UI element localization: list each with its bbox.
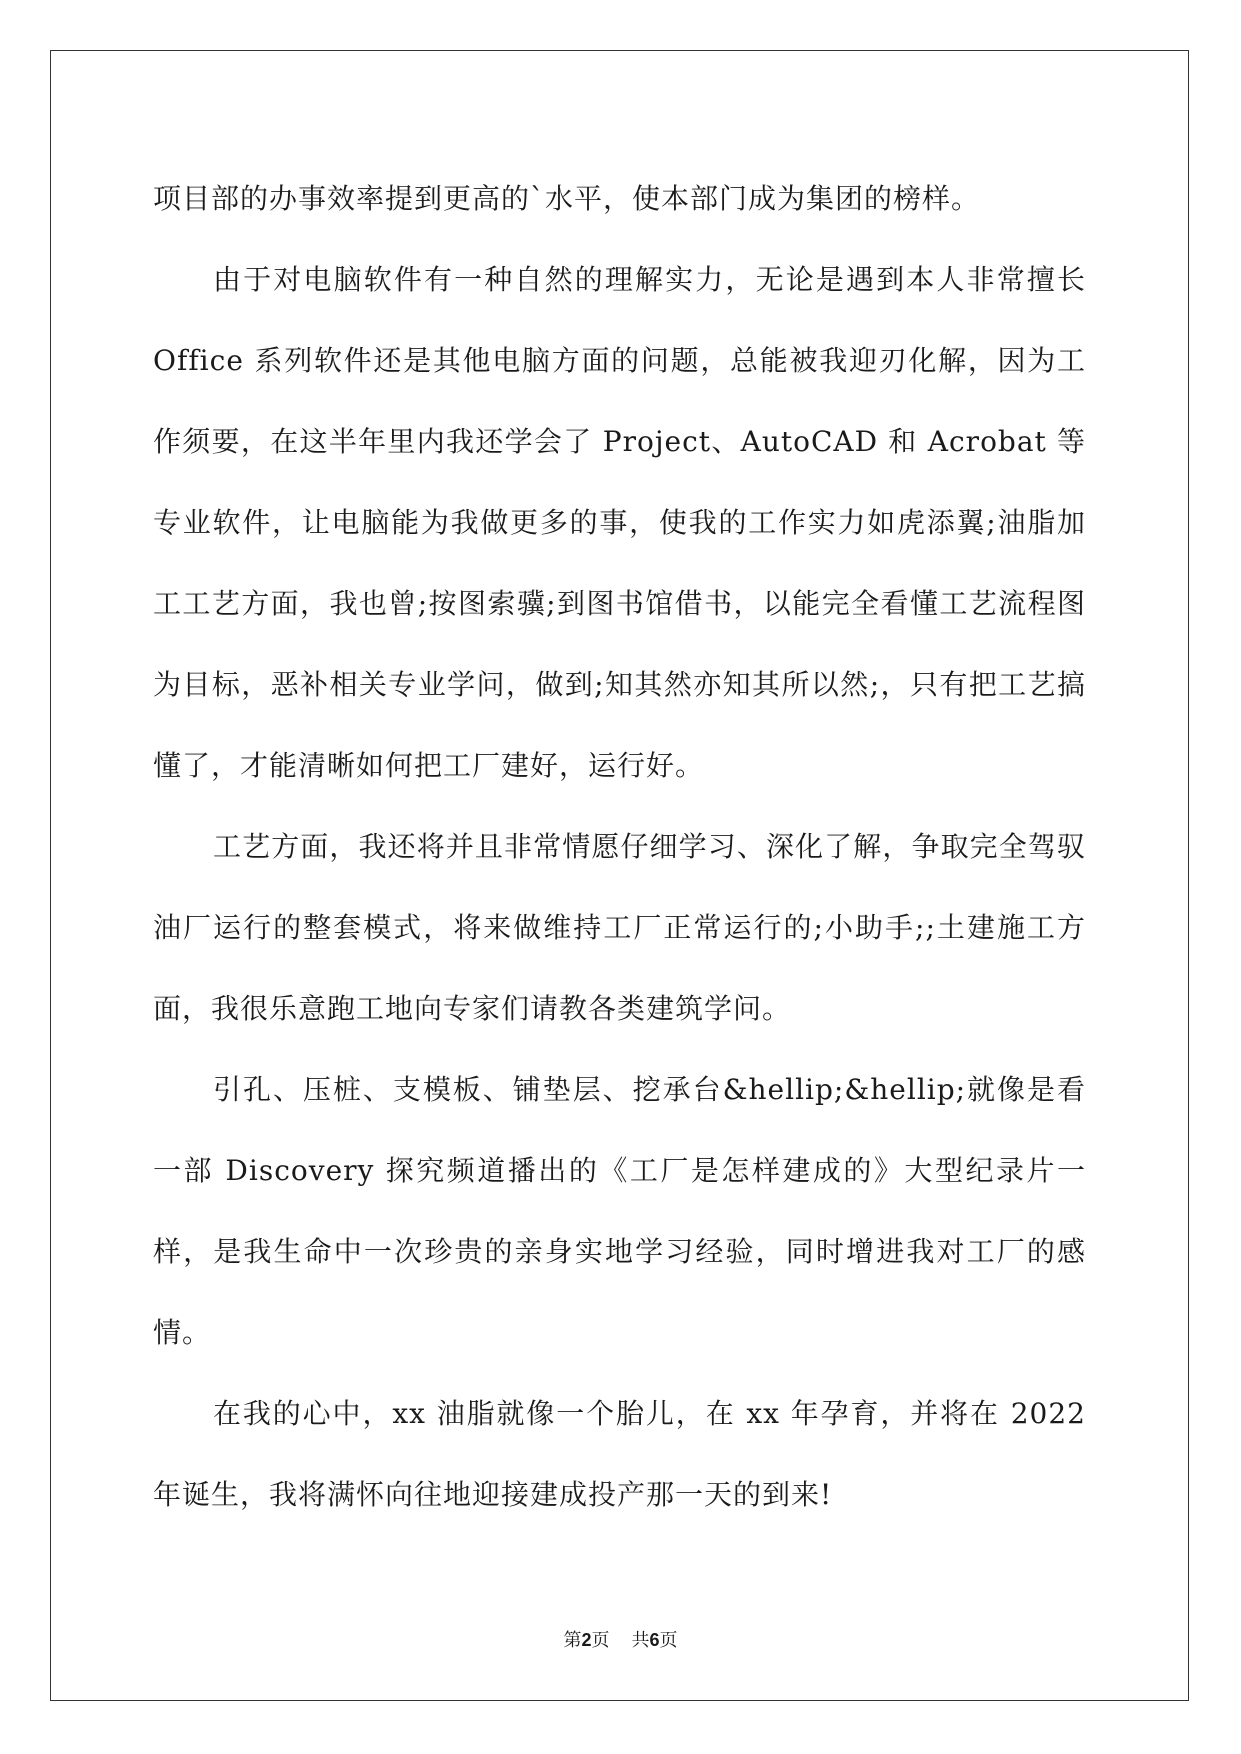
footer-total-unit: 页	[659, 1630, 678, 1651]
paragraph-5: 在我的心中，xx 油脂就像一个胎儿，在 xx 年孕育，并将在 2022 年诞生，我将满怀向往地迎接建成投产那一天的到来!	[153, 1397, 1086, 1511]
paragraph-1: 项目部的办事效率提到更高的`水平，使本部门成为集团的榜样。	[153, 182, 981, 215]
paragraph-3: 工艺方面，我还将并且非常情愿仔细学习、深化了解，争取完全驾驭油厂运行的整套模式，将来做维持工厂正常运行的;小助手;;土建施工方面，我很乐意跑工地向专家们请教各类建筑学问。	[153, 830, 1086, 1025]
paragraph-4: 引孔、压桩、支模板、铺垫层、挖承台&hellip;&hellip;就像是看一部 Discovery 探究频道播出的《工厂是怎样建成的》大型纪录片一样，是我生命中一次珍贵的亲身实地学习经验，同时增进我对工厂的感情。	[153, 1073, 1086, 1349]
footer-prefix: 第	[563, 1630, 582, 1651]
footer-page-unit: 页	[591, 1630, 610, 1651]
footer-total-prefix: 共	[631, 1630, 650, 1651]
current-page-number: 2	[581, 1630, 592, 1650]
paragraph-2: 由于对电脑软件有一种自然的理解实力，无论是遇到本人非常擅长 Office 系列软件还是其他电脑方面的问题，总能被我迎刃化解，因为工作须要，在这半年里内我还学会了 Project、AutoCAD 和 Acrobat 等专业软件，让电脑能为我做更多的事，使我的工作实力如虎添翼;油脂加工工艺方面，我也曾;按图索骥;到图书馆借书，以能完全看懂工艺流程图为目标，恶补相关专业学问，做到;知其然亦知其所以然;，只有把工艺搞懂了，才能清晰如何把工厂建好，运行好。	[153, 263, 1086, 782]
document-body	[153, 158, 1086, 1535]
page-footer	[0, 1626, 1241, 1652]
total-pages-number: 6	[649, 1630, 660, 1650]
